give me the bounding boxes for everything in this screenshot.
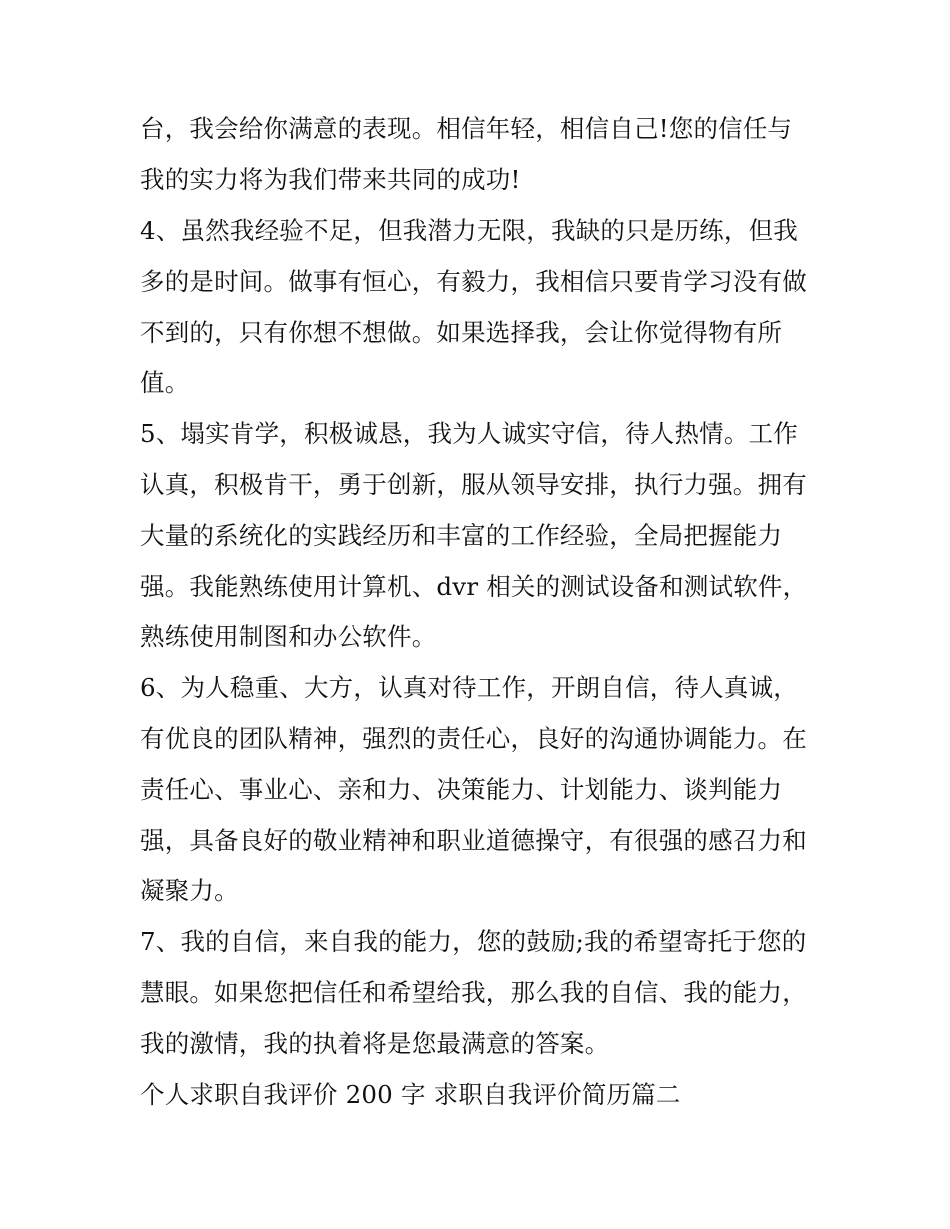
text-line: 多的是时间。做事有恒心，有毅力，我相信只要肯学习没有做 [140, 267, 807, 296]
text-line: 7、我的自信，来自我的能力，您的鼓励;我的希望寄托于您的 [140, 927, 807, 956]
text-line: 我的实力将为我们带来共同的成功! [140, 165, 521, 194]
text-line: 强，具备良好的敬业精神和职业道德操守，有很强的感召力和 [140, 826, 807, 855]
text-line: 有优良的团队精神，强烈的责任心，良好的沟通协调能力。在 [140, 724, 807, 753]
text-line: 大量的系统化的实践经历和丰富的工作经验，全局把握能力 [140, 521, 783, 550]
text-line: 5、塌实肯学，积极诚恳，我为人诚实守信，待人热情。工作 [140, 419, 798, 448]
text-line: 台，我会给你满意的表现。相信年轻，相信自己!您的信任与 [140, 114, 793, 143]
text-line: 6、为人稳重、大方，认真对待工作，开朗自信，待人真诚， [140, 673, 798, 702]
text-line: 慧眼。如果您把信任和希望给我，那么我的自信、我的能力， [140, 978, 807, 1007]
text-line: 不到的，只有你想不想做。如果选择我，会让你觉得物有所 [140, 318, 783, 347]
text-line: 熟练使用制图和办公软件。 [140, 622, 437, 651]
text-line: 4、虽然我经验不足，但我潜力无限，我缺的只是历练，但我 [140, 216, 798, 245]
text-line: 值。 [140, 368, 190, 397]
text-line: 凝聚力。 [140, 876, 239, 905]
text-line: 认真，积极肯干，勇于创新，服从领导安排，执行力强。拥有 [140, 470, 807, 499]
section-heading: 个人求职自我评价 200 字 求职自我评价简历篇二 [140, 1080, 681, 1109]
text-line: 我的激情，我的执着将是您最满意的答案。 [140, 1029, 610, 1058]
text-line: 强。我能熟练使用计算机、dvr 相关的测试设备和测试软件， [140, 572, 808, 601]
text-line: 责任心、事业心、亲和力、决策能力、计划能力、谈判能力 [140, 775, 783, 804]
